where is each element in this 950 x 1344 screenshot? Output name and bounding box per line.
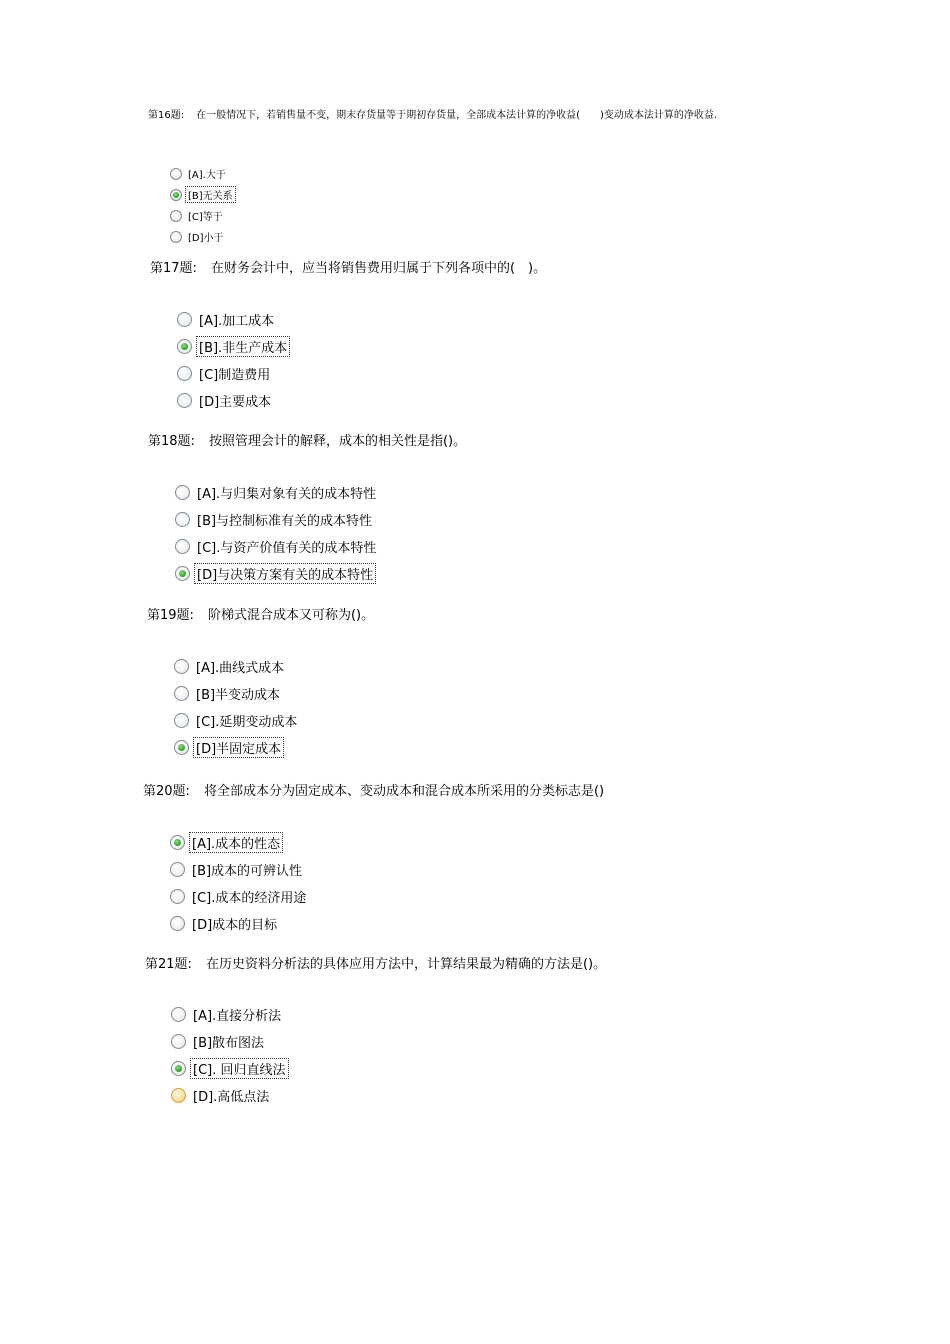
option-label[interactable]: [D]主要成本 — [199, 395, 272, 410]
option-c[interactable] — [171, 1059, 288, 1078]
option-c[interactable] — [175, 537, 378, 556]
option-c[interactable] — [170, 208, 225, 223]
question-number: 第20题: — [143, 784, 190, 799]
radio-button[interactable] — [175, 512, 190, 527]
question-number: 第17题: — [150, 261, 197, 276]
radio-button[interactable] — [174, 686, 189, 701]
radio-button-selected[interactable] — [175, 566, 190, 581]
option-label[interactable]: [C].延期变动成本 — [196, 715, 298, 730]
option-label[interactable]: [A].直接分析法 — [193, 1009, 282, 1024]
option-c[interactable] — [177, 364, 272, 383]
radio-button[interactable] — [170, 916, 185, 931]
question-text: 按照管理会计的解释，成本的相关性是指()。 — [208, 434, 467, 449]
option-label[interactable]: [A].大于 — [188, 170, 226, 181]
question-title — [150, 257, 546, 276]
radio-button[interactable] — [170, 168, 182, 180]
option-label[interactable]: [B]与控制标准有关的成本特性 — [197, 514, 373, 529]
radio-button[interactable] — [170, 231, 182, 243]
option-b[interactable] — [174, 684, 282, 703]
option-d[interactable] — [174, 738, 283, 757]
option-label[interactable]: [D]与决策方案有关的成本特性 — [195, 564, 375, 583]
radio-button[interactable] — [177, 312, 192, 327]
option-d[interactable] — [175, 564, 375, 583]
radio-button-selected[interactable] — [170, 189, 182, 201]
radio-button[interactable] — [177, 393, 192, 408]
option-label[interactable]: [D]小于 — [188, 233, 224, 244]
option-d[interactable] — [177, 391, 273, 410]
option-a[interactable] — [175, 483, 378, 502]
option-c[interactable] — [170, 887, 308, 906]
option-label[interactable]: [C].成本的经济用途 — [192, 891, 307, 906]
question-title — [147, 604, 374, 623]
option-b[interactable] — [170, 187, 235, 202]
radio-button[interactable] — [170, 862, 185, 877]
question-title — [143, 780, 604, 799]
option-b[interactable] — [170, 860, 304, 879]
option-label[interactable]: [A].与归集对象有关的成本特性 — [197, 487, 377, 502]
option-b[interactable] — [171, 1032, 266, 1051]
option-label[interactable]: [D].高低点法 — [193, 1090, 270, 1105]
option-label[interactable]: [D]成本的目标 — [192, 918, 278, 933]
option-a[interactable] — [177, 310, 276, 329]
option-label[interactable]: [C]等于 — [188, 212, 223, 223]
question-text: 将全部成本分为固定成本、变动成本和混合成本所采用的分类标志是() — [203, 784, 605, 799]
radio-button[interactable] — [175, 539, 190, 554]
option-a[interactable] — [174, 657, 286, 676]
question-text: 阶梯式混合成本又可称为()。 — [207, 608, 375, 623]
option-label[interactable]: [B].非生产成本 — [197, 337, 289, 356]
option-label[interactable]: [D]半固定成本 — [194, 738, 283, 757]
option-a[interactable] — [171, 1005, 283, 1024]
radio-button-hover[interactable] — [171, 1088, 186, 1103]
option-b[interactable] — [177, 337, 289, 356]
question-title — [148, 106, 717, 121]
option-c[interactable] — [174, 711, 299, 730]
question-number: 第16题: — [148, 110, 185, 121]
radio-button[interactable] — [170, 210, 182, 222]
radio-button-selected[interactable] — [174, 740, 189, 755]
question-text: 在一般情况下，若销售量不变，期末存货量等于期初存货量，全部成本法计算的净收益( )变动成本法计算的净收益. — [196, 110, 718, 121]
option-label[interactable]: [A].成本的性态 — [190, 833, 282, 852]
radio-button[interactable] — [170, 889, 185, 904]
radio-button-selected[interactable] — [170, 835, 185, 850]
option-label[interactable]: [A].曲线式成本 — [196, 661, 285, 676]
option-label[interactable]: [B]半变动成本 — [196, 688, 281, 703]
radio-button[interactable] — [175, 485, 190, 500]
option-label[interactable]: [B]散布图法 — [193, 1036, 265, 1051]
radio-button[interactable] — [174, 713, 189, 728]
option-label[interactable]: [C].与资产价值有关的成本特性 — [197, 541, 377, 556]
question-title — [148, 430, 466, 449]
option-label[interactable]: [B]成本的可辨认性 — [192, 864, 303, 879]
option-a[interactable] — [170, 166, 228, 181]
option-label[interactable]: [A].加工成本 — [199, 314, 275, 329]
option-d[interactable] — [170, 914, 279, 933]
option-label[interactable]: [B]无关系 — [186, 187, 235, 202]
question-text: 在财务会计中，应当将销售费用归属于下列各项中的( )。 — [210, 261, 547, 276]
question-text: 在历史资料分析法的具体应用方法中，计算结果最为精确的方法是()。 — [205, 957, 607, 972]
option-d[interactable] — [171, 1086, 271, 1105]
option-a[interactable] — [170, 833, 282, 852]
radio-button[interactable] — [171, 1034, 186, 1049]
question-number: 第19题: — [147, 608, 194, 623]
question-title — [145, 953, 606, 972]
option-d[interactable] — [170, 229, 226, 244]
radio-button-selected[interactable] — [177, 339, 192, 354]
radio-button[interactable] — [174, 659, 189, 674]
question-number: 第18题: — [148, 434, 195, 449]
radio-button-selected[interactable] — [171, 1061, 186, 1076]
question-number: 第21题: — [145, 957, 192, 972]
option-label[interactable]: [C]制造费用 — [199, 368, 271, 383]
radio-button[interactable] — [171, 1007, 186, 1022]
radio-button[interactable] — [177, 366, 192, 381]
option-b[interactable] — [175, 510, 374, 529]
option-label[interactable]: [C]. 回归直线法 — [191, 1059, 288, 1078]
